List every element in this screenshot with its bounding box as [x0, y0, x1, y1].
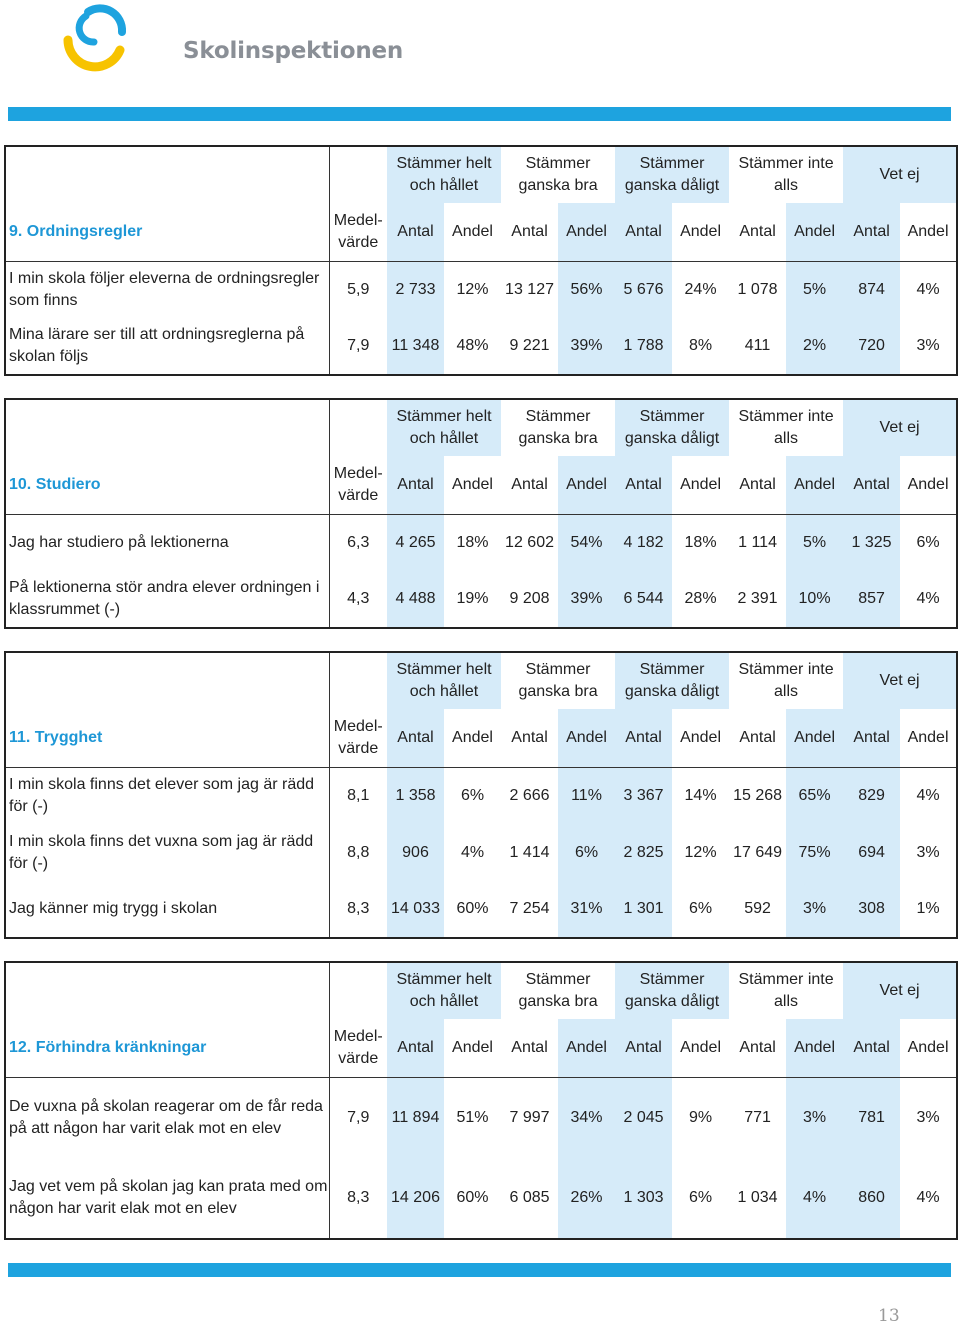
question-text: I min skola följer eleverna de ordningsregler som finns	[5, 261, 329, 318]
andel-value: 3%	[786, 881, 843, 938]
andel-header: Andel	[444, 203, 501, 261]
medelvarde-value: 5,9	[347, 280, 370, 298]
medelvarde-value: 8,1	[347, 786, 370, 804]
medelvarde-header: Medel-värde	[329, 709, 387, 767]
antal-value: 7 254	[509, 900, 550, 917]
andel-value: 19%	[456, 590, 489, 607]
table-row	[5, 767, 957, 824]
category-header: Vet ej	[843, 146, 957, 203]
andel-value: 48%	[456, 337, 489, 354]
category-header-row	[5, 146, 957, 203]
antal-value: 1 414	[509, 843, 550, 861]
antal-value: 9 208	[509, 590, 550, 607]
empty-header-cell	[329, 652, 387, 709]
antal-value: 4 182	[615, 514, 672, 571]
antal-value: 2 733	[387, 261, 444, 318]
empty-header-cell	[329, 399, 387, 456]
andel-header: Andel	[558, 456, 615, 514]
andel-value: 31%	[558, 881, 615, 938]
antal-value: 13 127	[505, 280, 554, 298]
andel-value: 28%	[684, 590, 717, 607]
antal-value: 592	[744, 900, 771, 917]
antal-value: 2 391	[737, 590, 778, 607]
andel-value: 26%	[558, 1158, 615, 1239]
antal-value: 11 894	[387, 1077, 444, 1158]
antal-value: 781	[843, 1077, 900, 1158]
antal-value: 11 348	[387, 318, 444, 375]
subheader-row	[5, 709, 957, 767]
medelvarde-value: 4,3	[347, 590, 370, 607]
antal-value: 2 045	[615, 1077, 672, 1158]
category-header: Stämmer ganska dåligt	[615, 962, 729, 1019]
question-text: I min skola finns det vuxna som jag är rädd för (-)	[5, 824, 329, 881]
antal-value: 7 997	[509, 1108, 550, 1126]
antal-value: 1 034	[737, 1189, 778, 1206]
antal-header: Antal	[615, 203, 672, 261]
andel-value: 3%	[916, 337, 940, 354]
table-row	[5, 881, 957, 938]
andel-header: Andel	[900, 1019, 957, 1077]
andel-value: 1%	[916, 900, 940, 917]
andel-value: 5%	[786, 514, 843, 571]
antal-value: 1 788	[615, 318, 672, 375]
category-header: Stämmer helt och hållet	[387, 962, 501, 1019]
empty-header-cell	[5, 146, 329, 203]
category-header: Stämmer ganska bra	[518, 155, 598, 194]
andel-header: Andel	[900, 456, 957, 514]
andel-value: 6%	[916, 533, 940, 551]
andel-value: 75%	[786, 824, 843, 881]
andel-value: 51%	[456, 1108, 489, 1126]
logo-text: Skolinspektionen	[183, 38, 404, 64]
andel-header: Andel	[672, 1019, 729, 1077]
question-text: Jag vet vem på skolan jag kan prata med om någon har varit elak mot en elev	[5, 1158, 329, 1239]
category-header: Stämmer ganska dåligt	[615, 146, 729, 203]
andel-header: Andel	[900, 203, 957, 261]
andel-header: Andel	[900, 709, 957, 767]
antal-header: Antal	[843, 709, 900, 767]
antal-header: Antal	[615, 456, 672, 514]
category-header: Stämmer ganska bra	[518, 408, 598, 447]
antal-header: Antal	[843, 1019, 900, 1077]
andel-header: Andel	[444, 709, 501, 767]
survey-table	[4, 398, 958, 629]
andel-header: Andel	[558, 1019, 615, 1077]
logo-mark-icon	[58, 2, 138, 72]
page-number: 13	[878, 1306, 900, 1326]
antal-header: Antal	[729, 456, 786, 514]
andel-value: 34%	[558, 1077, 615, 1158]
andel-value: 6%	[558, 824, 615, 881]
antal-value: 6 544	[615, 571, 672, 628]
antal-header: Antal	[387, 456, 444, 514]
medelvarde-value: 7,9	[347, 337, 370, 354]
category-header-row	[5, 399, 957, 456]
bottom-accent-band	[8, 1263, 951, 1277]
antal-value: 857	[843, 571, 900, 628]
antal-value: 1 325	[843, 514, 900, 571]
andel-value: 11%	[558, 767, 615, 824]
andel-value: 56%	[558, 261, 615, 318]
subheader-row	[5, 203, 957, 261]
antal-value: 5 676	[615, 261, 672, 318]
andel-header: Andel	[672, 709, 729, 767]
antal-header: Antal	[501, 456, 558, 514]
category-header: Stämmer ganska dåligt	[615, 652, 729, 709]
andel-header: Andel	[786, 456, 843, 514]
category-header: Stämmer inte alls	[738, 661, 834, 700]
antal-header: Antal	[387, 203, 444, 261]
category-header: Stämmer inte alls	[738, 155, 834, 194]
andel-value: 18%	[684, 533, 717, 551]
antal-value: 1 301	[615, 881, 672, 938]
category-header: Stämmer ganska dåligt	[615, 399, 729, 456]
andel-value: 60%	[456, 900, 489, 917]
empty-header-cell	[329, 962, 387, 1019]
andel-value: 6%	[460, 786, 485, 804]
andel-value: 12%	[456, 280, 489, 298]
subheader-row	[5, 1019, 957, 1077]
andel-value: 39%	[558, 571, 615, 628]
antal-value: 9 221	[509, 337, 550, 354]
andel-value: 4%	[916, 590, 940, 607]
antal-value: 6 085	[509, 1189, 550, 1206]
table-row	[5, 318, 957, 375]
antal-value: 2 825	[615, 824, 672, 881]
antal-header: Antal	[843, 456, 900, 514]
question-text: Jag har studiero på lektionerna	[5, 514, 329, 571]
category-header: Vet ej	[843, 399, 957, 456]
andel-header: Andel	[786, 1019, 843, 1077]
andel-value: 9%	[688, 1108, 713, 1126]
survey-table	[4, 961, 958, 1240]
antal-value: 411	[744, 337, 771, 354]
andel-value: 60%	[456, 1189, 489, 1206]
andel-value: 4%	[916, 280, 940, 298]
antal-header: Antal	[729, 1019, 786, 1077]
antal-value: 1 078	[737, 280, 778, 298]
category-header: Stämmer helt och hållet	[387, 399, 501, 456]
antal-header: Antal	[387, 1019, 444, 1077]
antal-value: 720	[843, 318, 900, 375]
andel-value: 8%	[688, 337, 713, 354]
antal-value: 829	[843, 767, 900, 824]
andel-value: 4%	[916, 786, 940, 804]
table-row	[5, 824, 957, 881]
subheader-row	[5, 456, 957, 514]
table-row	[5, 514, 957, 571]
medelvarde-value: 7,9	[347, 1108, 370, 1126]
andel-value: 65%	[786, 767, 843, 824]
section-title: 12. Förhindra kränkningar	[5, 1019, 329, 1077]
antal-header: Antal	[501, 709, 558, 767]
category-header-row	[5, 652, 957, 709]
antal-value: 1 114	[738, 533, 777, 551]
category-header: Stämmer inte alls	[738, 971, 834, 1010]
andel-header: Andel	[558, 709, 615, 767]
antal-value: 694	[843, 824, 900, 881]
antal-value: 860	[843, 1158, 900, 1239]
antal-value: 308	[843, 881, 900, 938]
medelvarde-header: Medel-värde	[329, 203, 387, 261]
antal-value: 4 265	[387, 514, 444, 571]
medelvarde-header: Medel-värde	[329, 1019, 387, 1077]
medelvarde-value: 8,3	[347, 900, 370, 917]
andel-value: 3%	[916, 1108, 940, 1126]
category-header: Stämmer inte alls	[738, 408, 834, 447]
andel-value: 14%	[684, 786, 717, 804]
empty-header-cell	[5, 652, 329, 709]
antal-header: Antal	[615, 1019, 672, 1077]
andel-value: 3%	[916, 843, 940, 861]
section-title: 10. Studiero	[5, 456, 329, 514]
empty-header-cell	[329, 146, 387, 203]
category-header: Vet ej	[843, 962, 957, 1019]
andel-value: 10%	[786, 571, 843, 628]
table-row	[5, 571, 957, 628]
question-text: Mina lärare ser till att ordningsreglerna på skolan följs	[5, 318, 329, 375]
andel-value: 24%	[684, 280, 717, 298]
category-header-row	[5, 962, 957, 1019]
category-header: Stämmer ganska bra	[518, 661, 598, 700]
antal-header: Antal	[387, 709, 444, 767]
antal-header: Antal	[729, 203, 786, 261]
andel-header: Andel	[444, 456, 501, 514]
antal-value: 1 303	[615, 1158, 672, 1239]
andel-header: Andel	[672, 203, 729, 261]
top-accent-band	[8, 107, 951, 121]
empty-header-cell	[5, 399, 329, 456]
antal-value: 14 206	[387, 1158, 444, 1239]
andel-header: Andel	[444, 1019, 501, 1077]
antal-value: 17 649	[733, 843, 783, 861]
andel-value: 6%	[688, 1189, 713, 1206]
andel-value: 4%	[460, 843, 485, 861]
antal-value: 1 358	[387, 767, 444, 824]
antal-value: 874	[843, 261, 900, 318]
andel-value: 18%	[456, 533, 489, 551]
table-row	[5, 261, 957, 318]
andel-value: 39%	[558, 318, 615, 375]
survey-table	[4, 651, 958, 939]
antal-value: 4 488	[387, 571, 444, 628]
andel-value: 4%	[786, 1158, 843, 1239]
section-title: 11. Trygghet	[5, 709, 329, 767]
andel-header: Andel	[786, 203, 843, 261]
andel-value: 3%	[786, 1077, 843, 1158]
medelvarde-header: Medel-värde	[329, 456, 387, 514]
antal-value: 906	[387, 824, 444, 881]
section-title: 9. Ordningsregler	[5, 203, 329, 261]
andel-value: 2%	[786, 318, 843, 375]
antal-value: 2 666	[509, 786, 550, 804]
category-header: Vet ej	[843, 652, 957, 709]
skolinspektionen-logo	[58, 2, 404, 72]
table-row	[5, 1158, 957, 1239]
antal-value: 15 268	[733, 786, 783, 804]
antal-header: Antal	[729, 709, 786, 767]
category-header: Stämmer helt och hållet	[387, 146, 501, 203]
antal-header: Antal	[843, 203, 900, 261]
question-text: Jag känner mig trygg i skolan	[5, 881, 329, 938]
andel-header: Andel	[672, 456, 729, 514]
andel-value: 5%	[786, 261, 843, 318]
antal-value: 12 602	[505, 533, 554, 551]
survey-table	[4, 145, 958, 376]
andel-value: 6%	[688, 900, 713, 917]
table-row	[5, 1077, 957, 1158]
andel-header: Andel	[786, 709, 843, 767]
medelvarde-value: 8,3	[347, 1189, 370, 1206]
question-text: De vuxna på skolan reagerar om de får reda på att någon har varit elak mot en elev	[5, 1077, 329, 1158]
medelvarde-value: 6,3	[347, 533, 370, 551]
antal-header: Antal	[501, 203, 558, 261]
andel-header: Andel	[558, 203, 615, 261]
category-header: Stämmer ganska bra	[518, 971, 598, 1010]
andel-value: 12%	[684, 843, 717, 861]
antal-value: 3 367	[615, 767, 672, 824]
andel-value: 4%	[916, 1189, 940, 1206]
antal-value: 771	[744, 1108, 771, 1126]
medelvarde-value: 8,8	[347, 843, 370, 861]
antal-header: Antal	[501, 1019, 558, 1077]
andel-value: 54%	[558, 514, 615, 571]
antal-value: 14 033	[387, 881, 444, 938]
antal-header: Antal	[615, 709, 672, 767]
question-text: På lektionerna stör andra elever ordningen i klassrummet (-)	[5, 571, 329, 628]
category-header: Stämmer helt och hållet	[387, 652, 501, 709]
question-text: I min skola finns det elever som jag är rädd för (-)	[5, 767, 329, 824]
empty-header-cell	[5, 962, 329, 1019]
